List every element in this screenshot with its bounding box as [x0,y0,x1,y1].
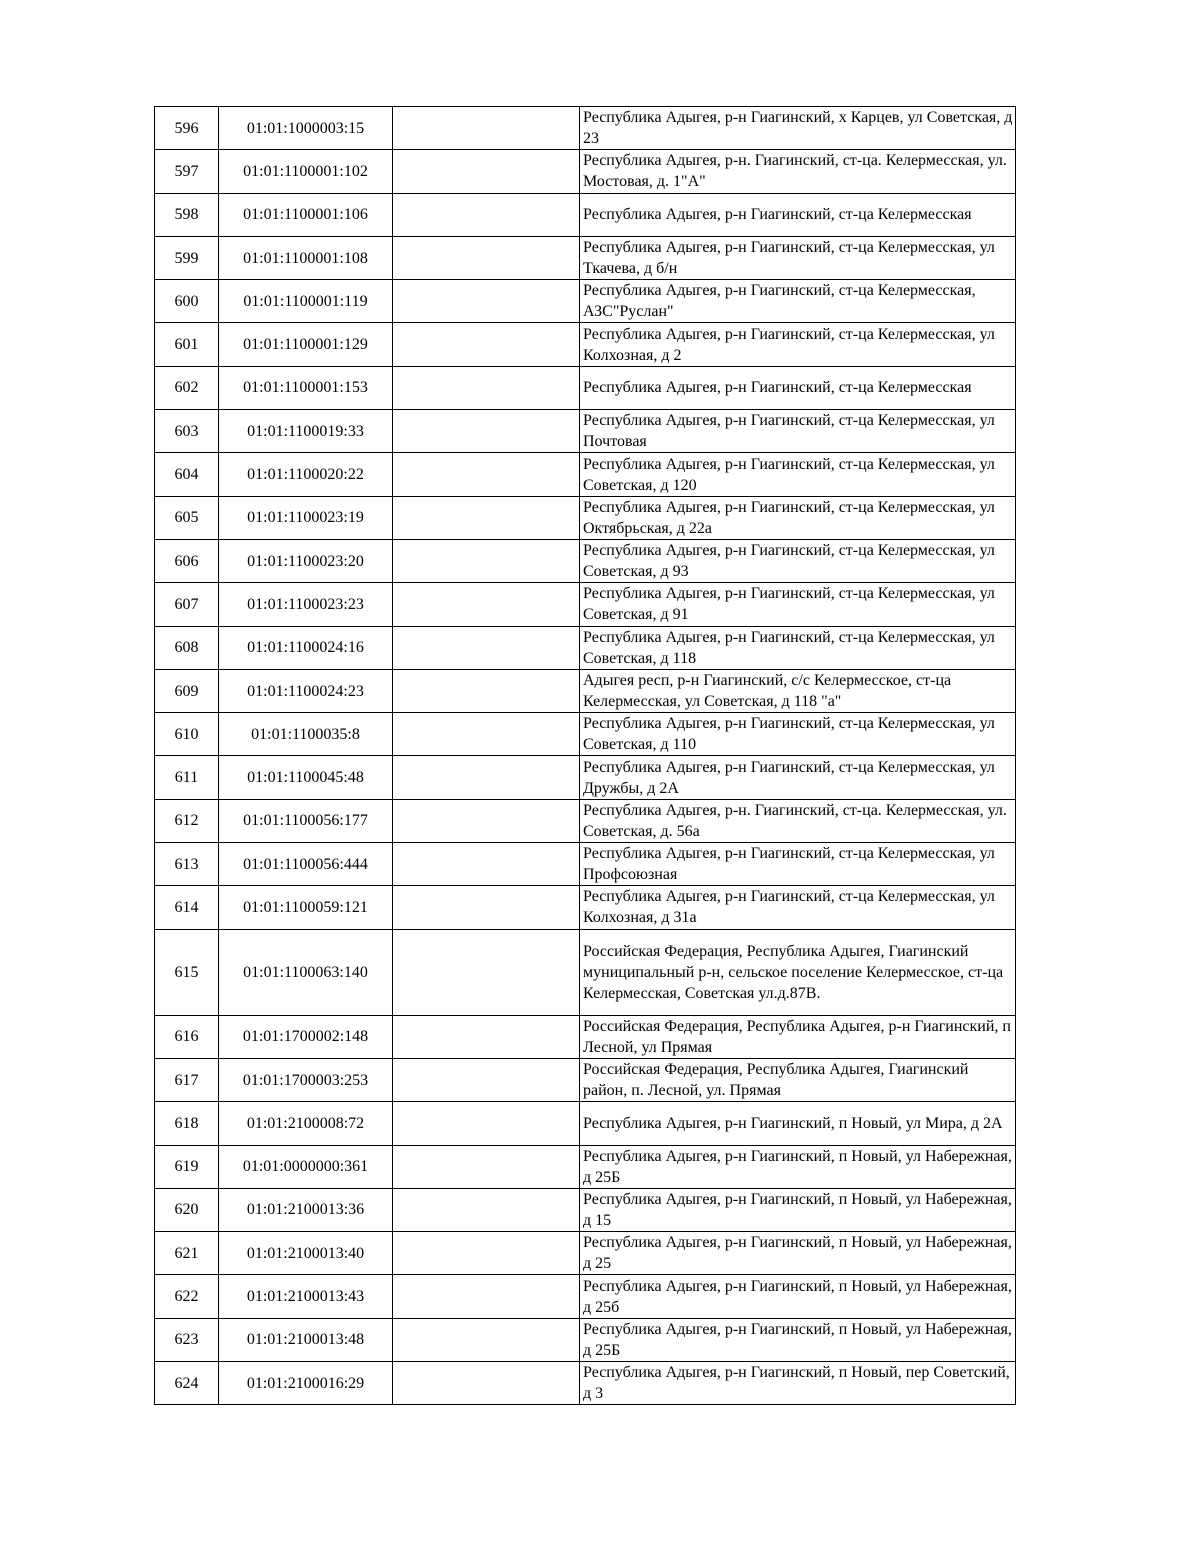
row-number: 598 [155,193,219,236]
row-number: 615 [155,929,219,1015]
cadastral-number: 01:01:1100023:20 [219,539,393,582]
row-number: 604 [155,453,219,496]
row-number: 601 [155,323,219,366]
table-row [155,669,1016,712]
address-cell: Республика Адыгея, р-н Гиагинский, п Новый, пер Советский, д 3 [580,1362,1016,1405]
row-number: 623 [155,1318,219,1361]
table-row [155,107,1016,150]
address-cell: Республика Адыгея, р-н Гиагинский, ст-ца Келермесская, ул Советская, д 110 [580,713,1016,756]
cadastral-number: 01:01:1100023:23 [219,583,393,626]
address-cell: Республика Адыгея, р-н Гиагинский, ст-ца Келермесская, ул Колхозная, д 31а [580,886,1016,929]
empty-cell [393,886,580,929]
address-cell: Республика Адыгея, р-н Гиагинский, ст-ца Келермесская, ул Ткачева, д б/н [580,236,1016,279]
table-row [155,583,1016,626]
address-cell: Республика Адыгея, р-н Гиагинский, ст-ца Келермесская, ул Советская, д 118 [580,626,1016,669]
cadastral-number: 01:01:1100001:129 [219,323,393,366]
empty-cell [393,1145,580,1188]
empty-cell [393,1318,580,1361]
cadastral-number: 01:01:2100008:72 [219,1102,393,1145]
table-row [155,1188,1016,1231]
cadastral-number: 01:01:1100035:8 [219,713,393,756]
row-number: 605 [155,496,219,539]
table-row [155,1102,1016,1145]
address-cell: Республика Адыгея, р-н Гиагинский, ст-ца Келермесская, ул Дружбы, д 2А [580,756,1016,799]
row-number: 624 [155,1362,219,1405]
empty-cell [393,150,580,193]
address-cell: Республика Адыгея, р-н Гиагинский, ст-ца Келермесская, ул Почтовая [580,410,1016,453]
row-number: 603 [155,410,219,453]
table-row [155,539,1016,582]
empty-cell [393,799,580,842]
table-row [155,1275,1016,1318]
table-row [155,453,1016,496]
address-cell: Республика Адыгея, р-н Гиагинский, п Новый, ул Набережная, д 25 [580,1232,1016,1275]
row-number: 608 [155,626,219,669]
address-cell: Республика Адыгея, р-н Гиагинский, ст-ца Келермесская, ул Профсоюзная [580,843,1016,886]
cadastral-number: 01:01:1100019:33 [219,410,393,453]
empty-cell [393,929,580,1015]
cadastral-number: 01:01:2100013:48 [219,1318,393,1361]
row-number: 617 [155,1058,219,1101]
cadastral-number: 01:01:1100059:121 [219,886,393,929]
table-row [155,193,1016,236]
address-cell: Республика Адыгея, р-н Гиагинский, ст-ца Келермесская, АЗС"Руслан" [580,280,1016,323]
cadastral-number: 01:01:1100001:102 [219,150,393,193]
row-number: 618 [155,1102,219,1145]
table-row [155,713,1016,756]
table-row [155,280,1016,323]
cadastral-number: 01:01:1100063:140 [219,929,393,1015]
row-number: 620 [155,1188,219,1231]
cadastral-number: 01:01:1700003:253 [219,1058,393,1101]
empty-cell [393,1275,580,1318]
row-number: 609 [155,669,219,712]
address-cell: Российская Федерация, Республика Адыгея, р-н Гиагинский, п Лесной, ул Прямая [580,1015,1016,1058]
table-row [155,799,1016,842]
empty-cell [393,236,580,279]
row-number: 621 [155,1232,219,1275]
cadastral-number: 01:01:1100001:153 [219,366,393,409]
address-cell: Республика Адыгея, р-н Гиагинский, п Новый, ул Набережная, д 25Б [580,1318,1016,1361]
table-row [155,366,1016,409]
address-cell: Республика Адыгея, р-н Гиагинский, п Новый, ул Набережная, д 15 [580,1188,1016,1231]
empty-cell [393,843,580,886]
empty-cell [393,1015,580,1058]
cadastral-number: 01:01:1100024:23 [219,669,393,712]
row-number: 602 [155,366,219,409]
cadastral-number: 01:01:1700002:148 [219,1015,393,1058]
empty-cell [393,107,580,150]
empty-cell [393,366,580,409]
empty-cell [393,496,580,539]
cadastral-number: 01:01:0000000:361 [219,1145,393,1188]
cadastral-number: 01:01:1000003:15 [219,107,393,150]
table-row [155,236,1016,279]
row-number: 610 [155,713,219,756]
empty-cell [393,323,580,366]
table-row [155,929,1016,1015]
row-number: 612 [155,799,219,842]
cadastral-number: 01:01:1100001:119 [219,280,393,323]
empty-cell [393,713,580,756]
empty-cell [393,756,580,799]
empty-cell [393,1188,580,1231]
empty-cell [393,280,580,323]
empty-cell [393,669,580,712]
row-number: 596 [155,107,219,150]
table-row [155,886,1016,929]
table-row [155,626,1016,669]
address-cell: Адыгея респ, р-н Гиагинский, с/с Келермесское, ст-ца Келермесская, ул Советская, д 118 "а" [580,669,1016,712]
table-row [155,410,1016,453]
row-number: 613 [155,843,219,886]
address-cell: Республика Адыгея, р-н Гиагинский, ст-ца Келермесская, ул Советская, д 91 [580,583,1016,626]
cadastral-number: 01:01:2100013:40 [219,1232,393,1275]
table-row [155,843,1016,886]
cadastral-number: 01:01:2100013:36 [219,1188,393,1231]
empty-cell [393,539,580,582]
row-number: 606 [155,539,219,582]
table-row [155,1362,1016,1405]
table-row [155,1145,1016,1188]
cadastral-number: 01:01:1100001:106 [219,193,393,236]
address-cell: Республика Адыгея, р-н. Гиагинский, ст-ца. Келермесская, ул. Советская, д. 56а [580,799,1016,842]
address-cell: Республика Адыгея, р-н Гиагинский, ст-ца Келермесская, ул Советская, д 120 [580,453,1016,496]
empty-cell [393,410,580,453]
row-number: 619 [155,1145,219,1188]
row-number: 616 [155,1015,219,1058]
row-number: 622 [155,1275,219,1318]
address-cell: Российская Федерация, Республика Адыгея, Гиагинский район, п. Лесной, ул. Прямая [580,1058,1016,1101]
empty-cell [393,1102,580,1145]
empty-cell [393,1058,580,1101]
address-cell: Республика Адыгея, р-н Гиагинский, ст-ца Келермесская [580,366,1016,409]
cadastral-number: 01:01:2100013:43 [219,1275,393,1318]
empty-cell [393,583,580,626]
address-cell: Республика Адыгея, р-н Гиагинский, ст-ца Келермесская, ул Октябрьская, д 22а [580,496,1016,539]
row-number: 597 [155,150,219,193]
cadastral-number: 01:01:1100023:19 [219,496,393,539]
address-cell: Российская Федерация, Республика Адыгея, Гиагинский муниципальный р-н, сельское поселение Келермесское, ст-ца Келермесская, Советская ул.д.87В. [580,929,1016,1015]
table-row [155,323,1016,366]
empty-cell [393,1232,580,1275]
table-row [155,1015,1016,1058]
cadastral-number: 01:01:1100045:48 [219,756,393,799]
cadastral-number: 01:01:2100016:29 [219,1362,393,1405]
table-row [155,1318,1016,1361]
address-cell: Республика Адыгея, р-н Гиагинский, ст-ца Келермесская, ул Советская, д 93 [580,539,1016,582]
cadastral-number: 01:01:1100001:108 [219,236,393,279]
empty-cell [393,193,580,236]
table-row [155,1232,1016,1275]
cadastral-number: 01:01:1100020:22 [219,453,393,496]
row-number: 599 [155,236,219,279]
table-row [155,150,1016,193]
row-number: 611 [155,756,219,799]
table-row [155,756,1016,799]
row-number: 614 [155,886,219,929]
cadastral-number: 01:01:1100056:177 [219,799,393,842]
address-cell: Республика Адыгея, р-н Гиагинский, п Новый, ул Набережная, д 25б [580,1275,1016,1318]
address-cell: Республика Адыгея, р-н Гиагинский, х Карцев, ул Советская, д 23 [580,107,1016,150]
empty-cell [393,1362,580,1405]
cadastral-number: 01:01:1100056:444 [219,843,393,886]
address-cell: Республика Адыгея, р-н Гиагинский, п Новый, ул Мира, д 2А [580,1102,1016,1145]
address-cell: Республика Адыгея, р-н Гиагинский, ст-ца Келермесская, ул Колхозная, д 2 [580,323,1016,366]
row-number: 607 [155,583,219,626]
property-registry-table [154,106,1016,1405]
address-cell: Республика Адыгея, р-н Гиагинский, п Новый, ул Набережная, д 25Б [580,1145,1016,1188]
empty-cell [393,453,580,496]
row-number: 600 [155,280,219,323]
cadastral-number: 01:01:1100024:16 [219,626,393,669]
table-row [155,496,1016,539]
address-cell: Республика Адыгея, р-н. Гиагинский, ст-ца. Келермесская, ул. Мостовая, д. 1"А" [580,150,1016,193]
empty-cell [393,626,580,669]
address-cell: Республика Адыгея, р-н Гиагинский, ст-ца Келермесская [580,193,1016,236]
table-row [155,1058,1016,1101]
